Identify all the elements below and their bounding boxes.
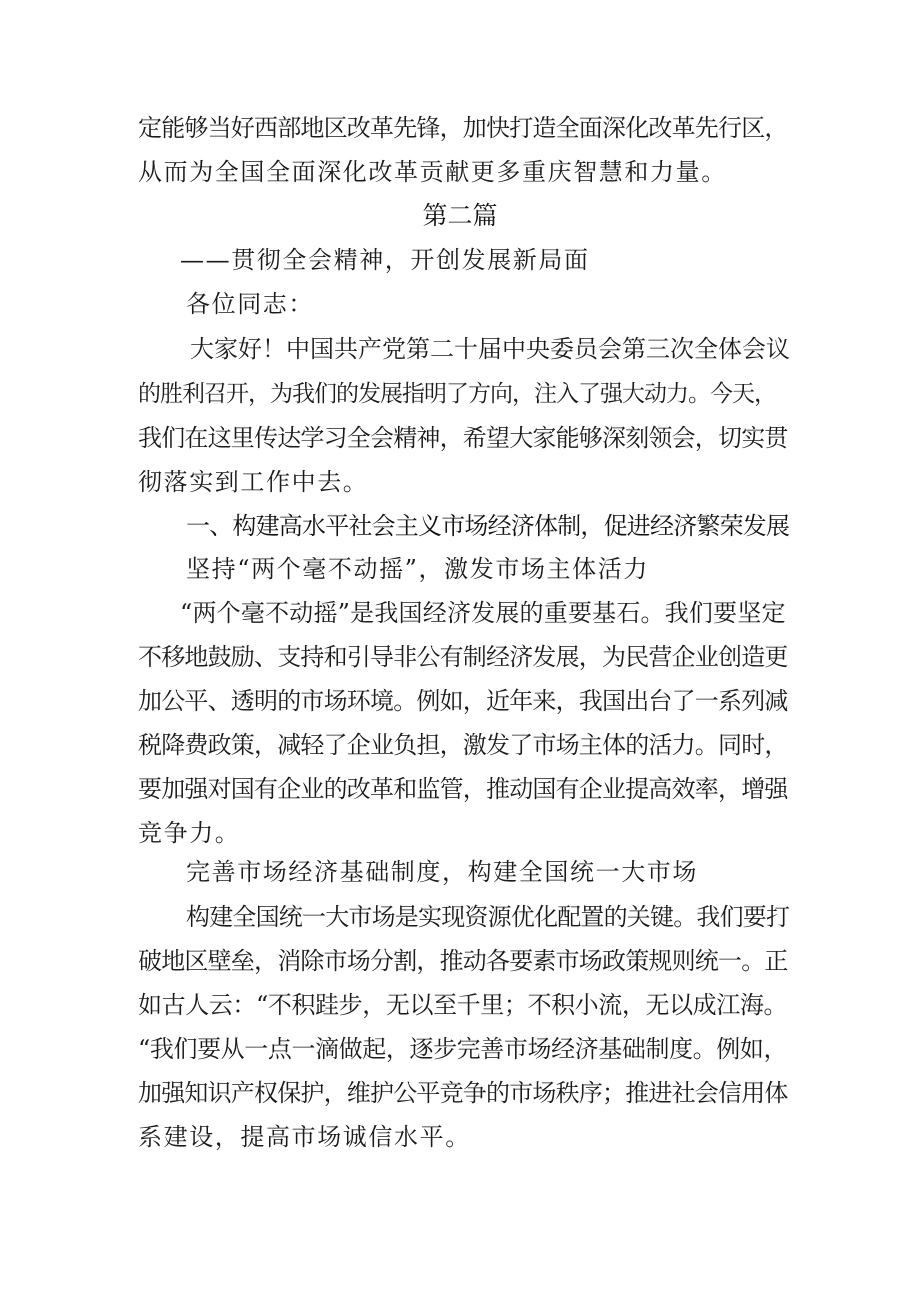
document-subtitle: ——贯彻全会精神，开创发展新局面 <box>180 246 590 274</box>
subsection-heading: 完善市场经济基础制度，构建全国统一大市场 <box>186 858 698 886</box>
section-heading: 一、构建高水平社会主义市场经济体制，促进经济繁荣发展 <box>186 512 790 540</box>
paragraph-line: 要加强对国有企业的改革和监管，推动国有企业提高效率，增强 <box>138 775 788 803</box>
paragraph-line: 的胜利召开，为我们的发展指明了方向，注入了强大动力。今天， <box>138 381 776 407</box>
subsection-heading: 坚持“两个毫不动摇”，激发市场主体活力 <box>186 555 649 583</box>
paragraph-line: 系建设，提高市场诚信水平。 <box>138 1123 471 1151</box>
intro-line: 定能够当好西部地区改革先锋，加快打造全面深化改革先行区， <box>138 114 788 142</box>
paragraph-line: 彻落实到工作中去。 <box>138 468 369 496</box>
intro-line: 从而为全国全面深化改革贡献更多重庆智慧和力量。 <box>138 158 727 186</box>
salutation: 各位同志： <box>186 290 314 318</box>
paragraph-line: 不移地鼓励、支持和引导非公有制经济发展，为民营企业创造更 <box>138 643 788 671</box>
paragraph-line: “我们要从一点一滴做起，逐步完善市场经济基础制度。例如， <box>138 1035 788 1063</box>
paragraph-line: 构建全国统一大市场是实现资源优化配置的关键。我们要打 <box>186 903 790 931</box>
paragraph-line: 大家好！中国共产党第二十届中央委员会第三次全体会议 <box>190 335 790 363</box>
paragraph-line: 税降费政策，减轻了企业负担，激发了市场主体的活力。同时， <box>138 731 788 759</box>
paragraph-line: 破地区壁垒，消除市场分割，推动各要素市场政策规则统一。正 <box>138 947 788 975</box>
paragraph-line: 如古人云：“不积跬步，无以至千里；不积小流，无以成江海。 <box>138 991 788 1019</box>
paragraph-line: 加公平、透明的市场环境。例如，近年来，我国出台了一系列减 <box>138 687 788 715</box>
document-title: 第二篇 <box>422 201 498 230</box>
paragraph-line: 加强知识产权保护，维护公平竞争的市场秩序；推进社会信用体 <box>138 1079 788 1107</box>
paragraph-line: 竞争力。 <box>138 819 241 847</box>
paragraph-line: “两个毫不动摇”是我国经济发展的重要基石。我们要坚定 <box>180 599 786 627</box>
paragraph-line: 我们在这里传达学习全会精神，希望大家能够深刻领会，切实贯 <box>138 424 788 452</box>
